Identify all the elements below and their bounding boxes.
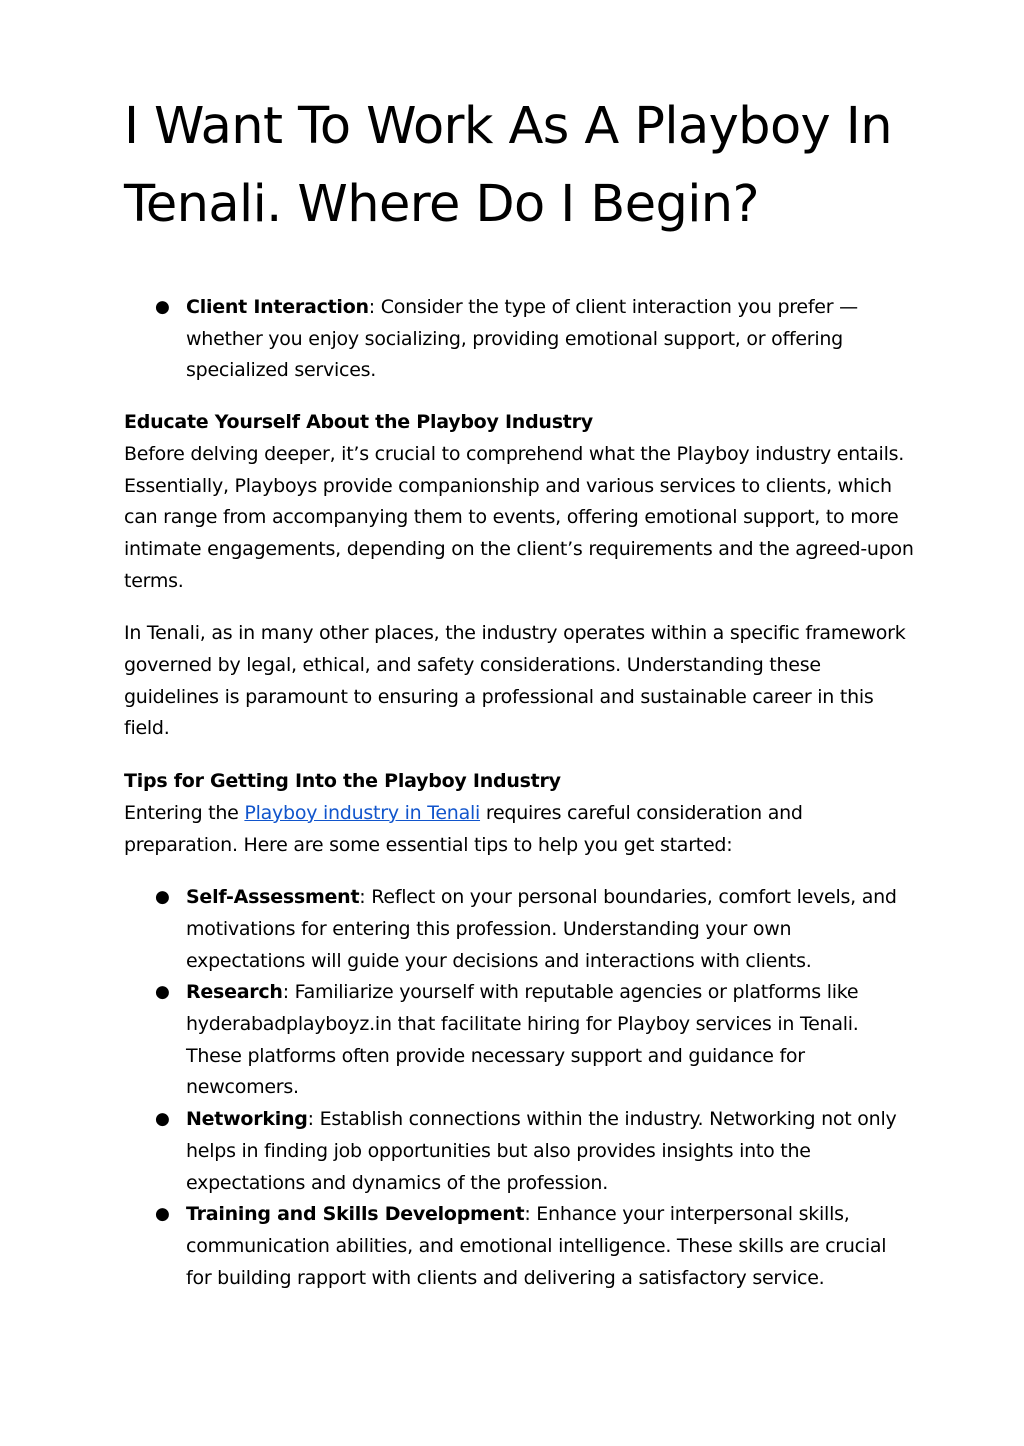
spacer [124,244,914,292]
list-item-text: : Enhance your interpersonal skills, communication abilities, and emotional intelligence. These skills are crucial for building rapport with clients and delivering a satisfactory service. [186,1203,887,1289]
list-item [155,882,914,977]
list-item-text: : Familiarize yourself with reputable agencies or platforms like hyderabadplayboyz.in that facilitate hiring for Playboy services in Tenali. These platforms often provide necessary support and guidance for newcomers. [186,981,859,1099]
bullet-icon: ● [155,1204,170,1225]
list-item-term: Research [186,981,283,1004]
list-item [155,1104,914,1199]
intro-bullet-list [124,292,914,387]
paragraph: In Tenali, as in many other places, the industry operates within a specific framework governed by legal, ethical, and safety considerations. Understanding these guidelines is paramount to ensuring a professional and sustainable career in this field. [124,622,906,740]
paragraph-text: requires careful consideration and preparation. Here are some essential tips to help you get started: [124,801,803,856]
document-page [124,88,914,1294]
page-title: I Want To Work As A Playboy In Tenali. Where Do I Begin? [124,97,892,234]
list-item [155,292,914,387]
paragraph: Before delving deeper, it’s crucial to comprehend what the Playboy industry entails. Essentially, Playboys provide companionship and various services to clients, which can range from accompanying them to events, offering emotional support, to more intimate engagements, depending on the client’s requirements and the agreed-upon terms. [124,442,914,592]
list-item [155,977,914,1104]
bullet-icon: ● [155,297,170,317]
section-heading: Educate Yourself About the Playboy Industry [124,411,593,434]
list-item-term: Client Interaction [186,296,369,318]
list-item-text: : Establish connections within the industry. Networking not only helps in finding job opportunities but also provides insights into the expectations and dynamics of the profession. [186,1108,897,1194]
spacer [124,745,914,766]
bullet-icon: ● [155,887,170,908]
spacer [124,387,914,407]
spacer [124,597,914,618]
paragraph [124,798,914,861]
list-item [155,1199,914,1294]
section-heading: Tips for Getting Into the Playboy Industry [124,770,561,793]
list-item-term: Self-Assessment [186,886,360,909]
bullet-icon: ● [155,1109,170,1130]
bullet-icon: ● [155,982,170,1003]
playboy-industry-link[interactable]: Playboy industry in Tenali [244,801,481,824]
list-item-term: Networking [186,1108,308,1131]
paragraph-text: Entering the [124,801,245,824]
tips-bullet-list [124,882,914,1294]
list-item-text: : Reflect on your personal boundaries, comfort levels, and motivations for entering this profession. Understanding your own expectations will guide your decisions and interactions with clients. [186,886,897,972]
spacer [124,861,914,882]
list-item-term: Training and Skills Development [186,1203,525,1226]
list-item-text: : Consider the type of client interaction you prefer — whether you enjoy socializing, providing emotional support, or offering specialized services. [186,296,858,382]
